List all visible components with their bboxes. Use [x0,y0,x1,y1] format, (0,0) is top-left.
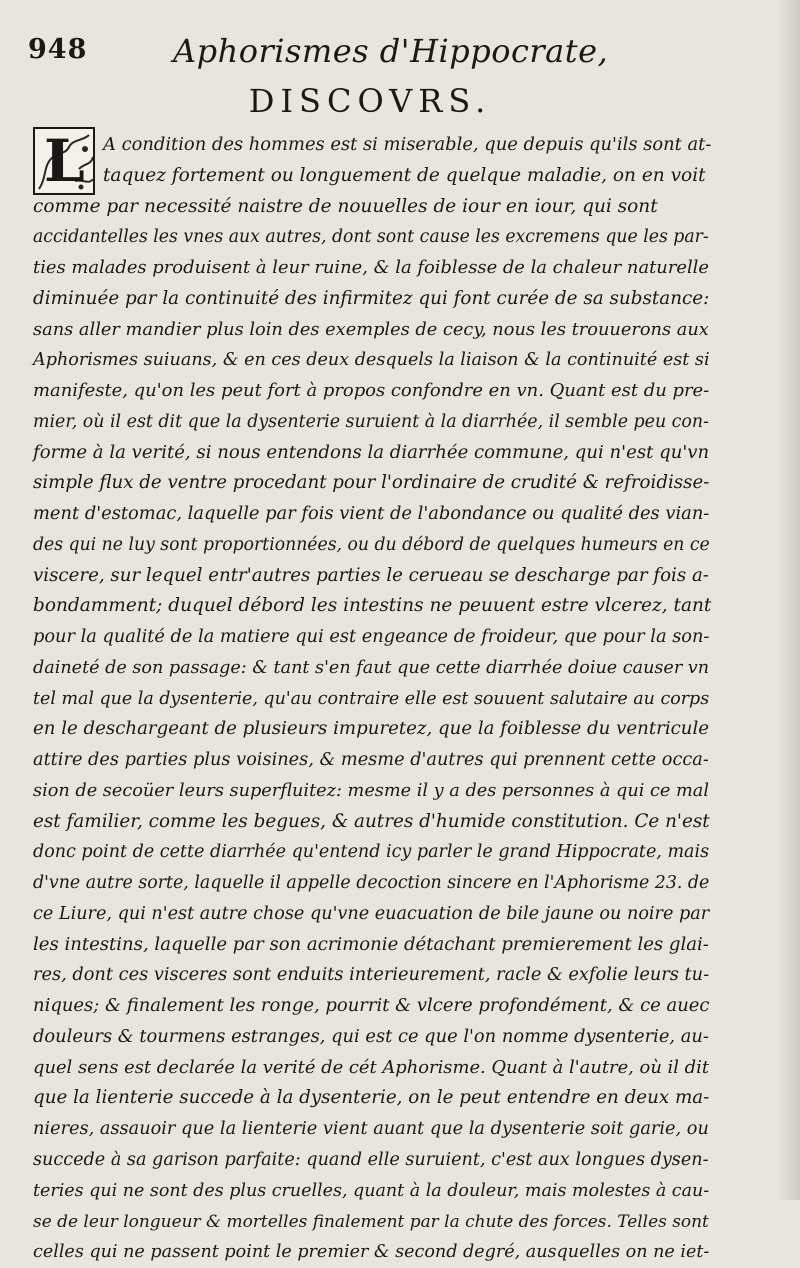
text-line: ties malades produisent à leur ruine, & la foiblesse de la chaleur naturelle [33,257,709,278]
page-edge-shadow [778,0,800,1200]
text-line: celles qui ne passent point le premier & second degré, ausquelles on ne iet- [33,1242,710,1262]
text-line: donc point de cette diarrhée qu'entend icy parler le grand Hippocrate, mais [33,842,710,863]
text-line: bondamment; duquel débord les intestins ne peuuent estre vlcerez, tant [33,595,712,617]
text-line: diminuée par la continuité des infirmitez qui font curée de sa substance: [33,287,710,309]
text-line: ce Liure, qui n'est autre chose qu'vne euacuation de bile jaune ou noire par [33,903,710,924]
text-line: quel sens est declarée la verité de cét Aphorisme. Quant à l'autre, où il dit [33,1056,710,1078]
text-line: Aphorismes suiuans, & en ces deux desquels la liaison & la continuité est si [33,350,710,371]
text-line: daineté de son passage: & tant s'en faut que cette diarrhée doiue causer vn [33,657,710,678]
text-line: des qui ne luy sont proportionnées, ou du débord de quelques humeurs en ce [33,534,710,555]
text-line: ment d'estomac, laquelle par fois vient de l'abondance ou qualité des vian- [33,503,710,524]
text-line: les intestins, laquelle par son acrimonie détachant premierement les glai- [33,933,709,955]
text-line: mier, où il est dit que la dysenterie suruient à la diarrhée, il semble peu con- [33,411,709,432]
drop-cap-letter: L [44,127,85,195]
text-line: succede à sa garison parfaite: quand elle suruient, c'est aux longues dysen- [33,1149,709,1170]
text-line: viscere, sur lequel entr'autres parties le cerueau se descharge par fois a- [33,564,709,586]
text-line: simple flux de ventre procedant pour l'ordinaire de crudité & refroidisse- [33,472,710,494]
text-line: est familier, comme les begues, & autres d'humide constitution. Ce n'est [33,810,710,832]
text-line: A condition des hommes est si miserable, que depuis qu'ils sont at- [103,134,712,155]
text-line: que la lienterie succede à la dysenterie, on le peut entendre en deux ma- [33,1087,710,1109]
page-header [28,24,768,74]
page-number: 948 [28,34,88,65]
text-line: nieres, assauoir que la lienterie vient auant que la dysenterie soit garie, ou [33,1119,709,1139]
text-line: douleurs & tourmens estranges, qui est ce que l'on nomme dysenterie, au- [33,1025,709,1047]
text-line: tel mal que la dysenterie, qu'au contraire elle est souuent salutaire au corps [33,688,710,709]
text-line: sans aller mandier plus loin des exemples de cecy, nous les trouuerons aux [33,319,709,340]
text-line: d'vne autre sorte, laquelle il appelle decoction sincere en l'Aphorisme 23. de [33,873,710,893]
text-line: forme à la verité, si nous entendons la diarrhée commune, qui n'est qu'vn [33,441,710,463]
text-line: en le deschargeant de plusieurs impuretez, que la foiblesse du ventricule [33,718,710,740]
text-line: pour la qualité de la matiere qui est engeance de froideur, que pour la son- [33,627,710,647]
text-line: res, dont ces visceres sont enduits interieurement, racle & exfolie leurs tu- [33,965,710,986]
text-line: manifeste, qu'on les peut fort à propos confondre en vn. Quant est du pre- [33,380,710,401]
running-title: Aphorismes d'Hippocrate, [173,32,609,70]
text-line: teries qui ne sont des plus cruelles, quant à la douleur, mais molestes à cau- [33,1180,710,1201]
text-line: taquez fortement ou longuement de quelque maladie, on en voit [103,164,706,186]
text-line: attire des parties plus voisines, & mesme d'autres qui prennent cette occa- [33,750,709,770]
text-line: sion de secoüer leurs superfluitez: mesme il y a des personnes à qui ce mal [33,780,709,801]
discourse-body-text [33,127,713,1268]
text-line: niques; & finalement les ronge, pourrit & vlcere profondément, & ce auec [33,995,710,1016]
text-line: accidantelles les vnes aux autres, dont sont cause les excremens que les par- [33,227,709,248]
section-title: DISCOVRS. [248,82,492,120]
text-line: se de leur longueur & mortelles finalement par la chute des forces. Telles sont [33,1211,709,1232]
text-line: comme par necessité naistre de nouuelles de iour en iour, qui sont [33,195,658,217]
